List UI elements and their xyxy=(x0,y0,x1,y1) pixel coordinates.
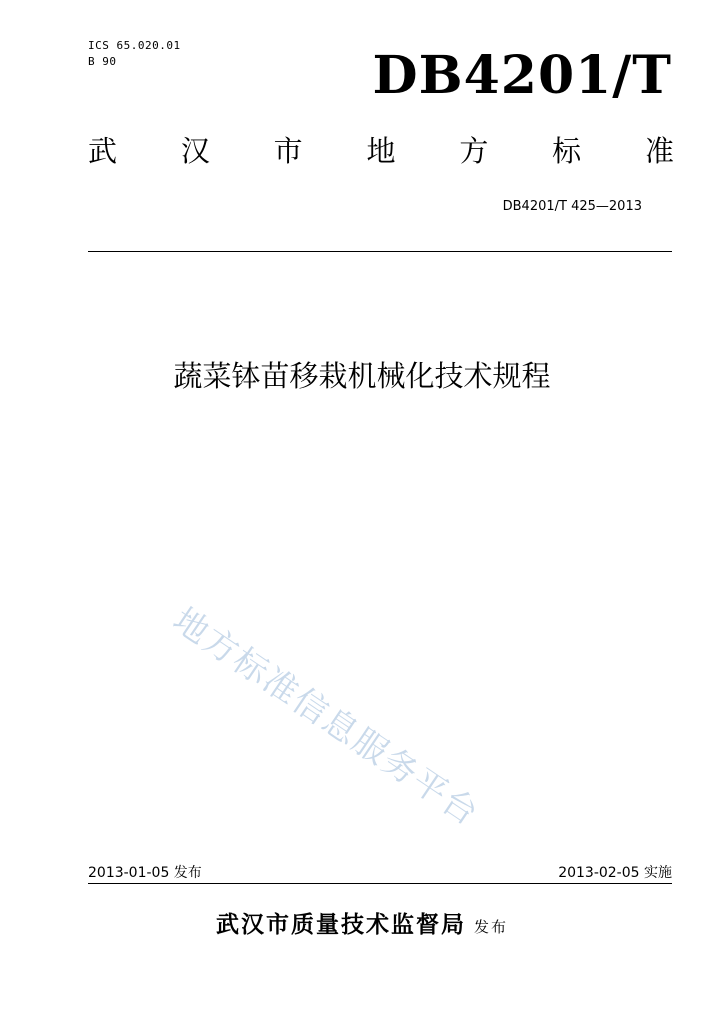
standard-type-heading xyxy=(88,133,674,169)
standard-number: DB4201/T 425—2013 xyxy=(502,199,642,214)
standard-type-char: 地 xyxy=(366,134,396,168)
implementation-date: 2013-02-05 实施 xyxy=(558,865,672,881)
issuer-line xyxy=(0,910,724,942)
watermark-text: 地方标准信息服务平台 xyxy=(165,600,487,835)
issuer-name: 武汉市质量技术监督局 xyxy=(215,911,466,938)
header-divider xyxy=(88,251,672,252)
ccs-code: B 90 xyxy=(88,55,117,68)
issue-date: 2013-01-05 发布 xyxy=(88,865,202,881)
standard-code: DB4201/T xyxy=(372,45,672,106)
ics-code: ICS 65.020.01 xyxy=(88,39,181,52)
standard-type-char: 标 xyxy=(552,134,582,168)
issuer-suffix: 发布 xyxy=(473,918,508,936)
standard-type-char: 方 xyxy=(459,134,489,168)
classification-codes xyxy=(88,38,181,70)
standard-type-char: 武 xyxy=(88,134,118,168)
standard-type-char: 汉 xyxy=(180,134,210,168)
standard-type-char: 准 xyxy=(644,134,674,168)
standard-type-char: 市 xyxy=(273,134,303,168)
document-title: 蔬菜钵苗移栽机械化技术规程 xyxy=(173,359,551,393)
footer-divider xyxy=(88,883,672,884)
